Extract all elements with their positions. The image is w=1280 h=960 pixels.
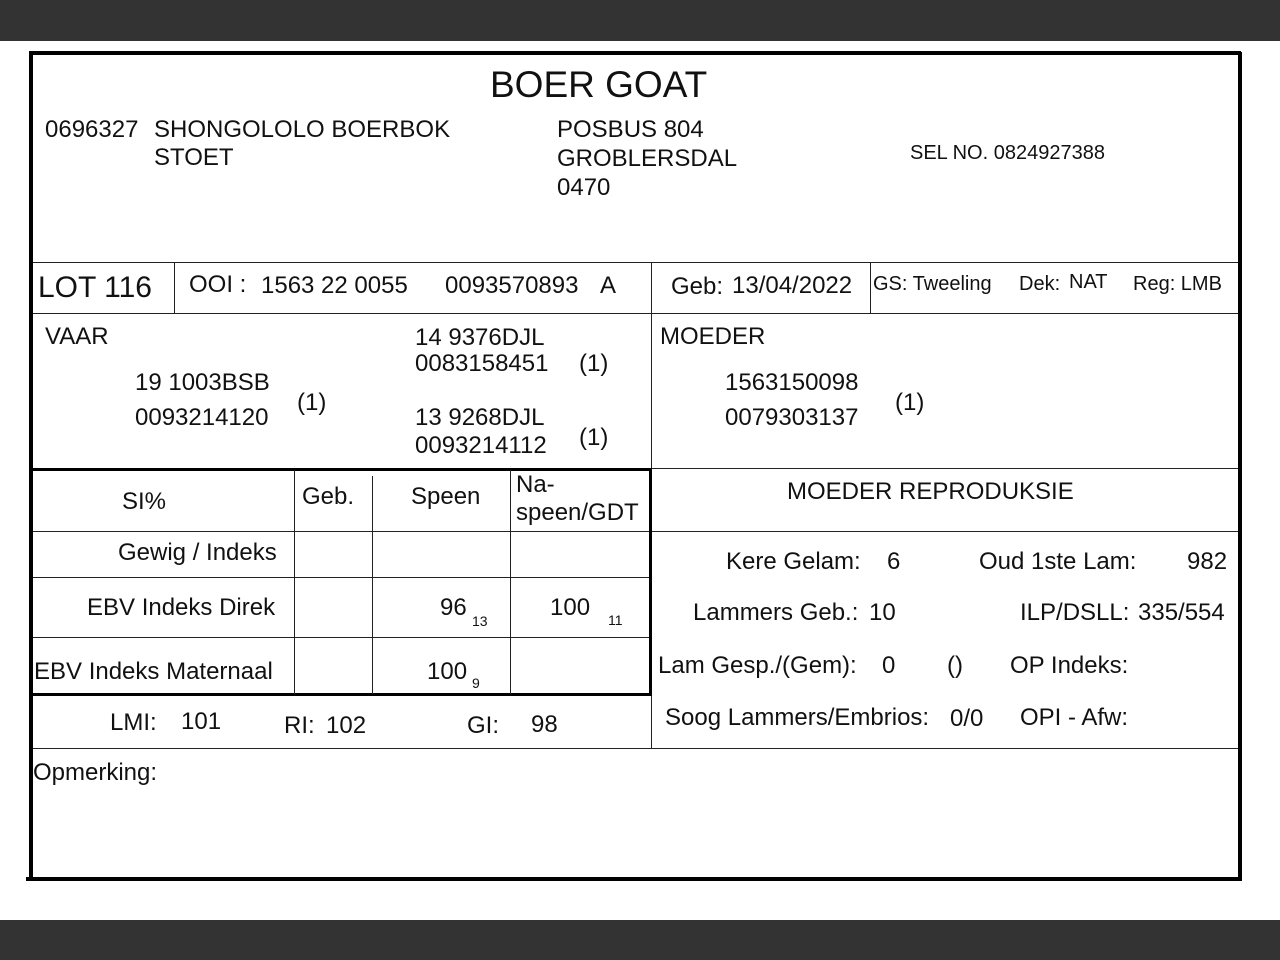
ri-value: 102 [326, 712, 367, 739]
rule-ebv-right [649, 468, 652, 696]
dek-value: NAT [1069, 271, 1108, 293]
sire-dam-id: 13 9268DJL [415, 404, 545, 431]
gesp-value: 0 [882, 652, 896, 679]
owner-name-line2: STOET [154, 144, 234, 171]
lot-number: LOT 116 [38, 271, 152, 304]
ebv-row-gewig: Gewig / Indeks [118, 539, 277, 566]
ebv-col-speen: Speen [411, 483, 481, 510]
direk-naspeen-value: 100 [550, 594, 591, 621]
reproduction-title: MOEDER REPRODUKSIE [787, 478, 1074, 505]
ooi-grade: A [600, 272, 617, 299]
lammers-value: 10 [869, 599, 896, 626]
lammers-label: Lammers Geb.: [693, 599, 859, 626]
sire-mark: (1) [297, 389, 327, 416]
card-border-bottom [26, 877, 1242, 881]
oud-value: 982 [1187, 548, 1228, 575]
sire-label: VAAR [45, 323, 109, 350]
geb-date: 13/04/2022 [732, 272, 853, 299]
ebv-col-geb: Geb. [302, 483, 355, 510]
op-label: OP Indeks: [1010, 652, 1129, 679]
soog-value: 0/0 [950, 705, 984, 732]
mat-speen-value: 100 [427, 658, 468, 685]
gesp-label: Lam Gesp./(Gem): [658, 652, 857, 679]
rule-gewig [33, 577, 650, 578]
rule-ebv-bottom [31, 693, 652, 696]
sire-sire-reg: 0083158451 [415, 350, 549, 377]
opi-label: OPI - Afw: [1020, 704, 1129, 731]
ebv-row-maternaal: EBV Indeks Maternaal [34, 658, 273, 685]
rule-direk [33, 637, 650, 638]
rule-pedigree-right [650, 468, 1238, 469]
address-line3: 0470 [557, 174, 611, 201]
address-line1: POSBUS 804 [557, 116, 704, 143]
oud-label: Oud 1ste Lam: [979, 548, 1137, 575]
soog-label: Soog Lammers/Embrios: [665, 704, 930, 731]
card-border-top [29, 51, 1241, 55]
rule-col-speen [372, 476, 373, 694]
geb-label: Geb: [671, 273, 724, 300]
dam-label: MOEDER [660, 323, 766, 350]
owner-number: 0696327 [45, 116, 139, 143]
mat-speen-acc: 9 [472, 675, 480, 691]
sire-sire-mark: (1) [579, 350, 609, 377]
ooi-reg: 0093570893 [445, 272, 579, 299]
sire-id: 19 1003BSB [135, 369, 270, 396]
ebv-col-naspeen-line2: speen/GDT [516, 499, 639, 526]
card-border-right [1238, 52, 1242, 880]
dam-mark: (1) [895, 389, 925, 416]
rule-lot [33, 313, 1238, 314]
direk-naspeen-acc: 11 [608, 612, 623, 628]
rule-ebv-header [33, 531, 1238, 532]
gesp-gem-value: () [947, 652, 963, 679]
direk-speen-value: 96 [440, 594, 467, 621]
lmi-label: LMI: [110, 709, 157, 736]
sire-dam-mark: (1) [579, 424, 609, 451]
rule-col-geb [294, 470, 295, 694]
ri-label: RI: [284, 712, 315, 739]
gi-value: 98 [531, 711, 558, 738]
owner-name-line1: SHONGOLOLO BOERBOK [154, 116, 451, 143]
breed-title: BOER GOAT [490, 64, 708, 105]
reg-type: Reg: LMB [1133, 273, 1222, 295]
dek-label: Dek: [1019, 273, 1061, 295]
ooi-id: 1563 22 0055 [261, 272, 408, 299]
gs-status: GS: Tweeling [873, 273, 992, 295]
dam-reg: 0079303137 [725, 404, 859, 431]
rule-header [33, 262, 1238, 263]
sire-sire-id: 14 9376DJL [415, 324, 545, 351]
card-border-left [29, 52, 33, 880]
rule-index [33, 748, 1238, 749]
cell-number: SEL NO. 0824927388 [910, 142, 1105, 164]
rule-col-naspeen [510, 470, 511, 694]
rule-geb-divider [870, 263, 871, 313]
rule-lot-divider [174, 263, 175, 313]
ebv-col-si: SI% [122, 488, 167, 515]
direk-speen-acc: 13 [472, 613, 488, 629]
ilp-value: 335/554 [1138, 599, 1225, 626]
sire-dam-reg: 0093214112 [415, 432, 547, 459]
kere-value: 6 [887, 548, 901, 575]
ebv-col-naspeen-line1: Na- [516, 471, 555, 498]
ilp-label: ILP/DSLL: [1020, 599, 1130, 626]
sire-reg: 0093214120 [135, 404, 269, 431]
rule-ebv-top [31, 468, 652, 471]
lmi-value: 101 [181, 708, 222, 735]
kere-label: Kere Gelam: [726, 548, 861, 575]
gi-label: GI: [467, 712, 500, 739]
address-line2: GROBLERSDAL [557, 145, 738, 172]
dam-id: 1563150098 [725, 369, 859, 396]
ooi-label: OOI : [189, 271, 247, 298]
ebv-row-direk: EBV Indeks Direk [87, 594, 276, 621]
remarks-label: Opmerking: [33, 759, 158, 786]
